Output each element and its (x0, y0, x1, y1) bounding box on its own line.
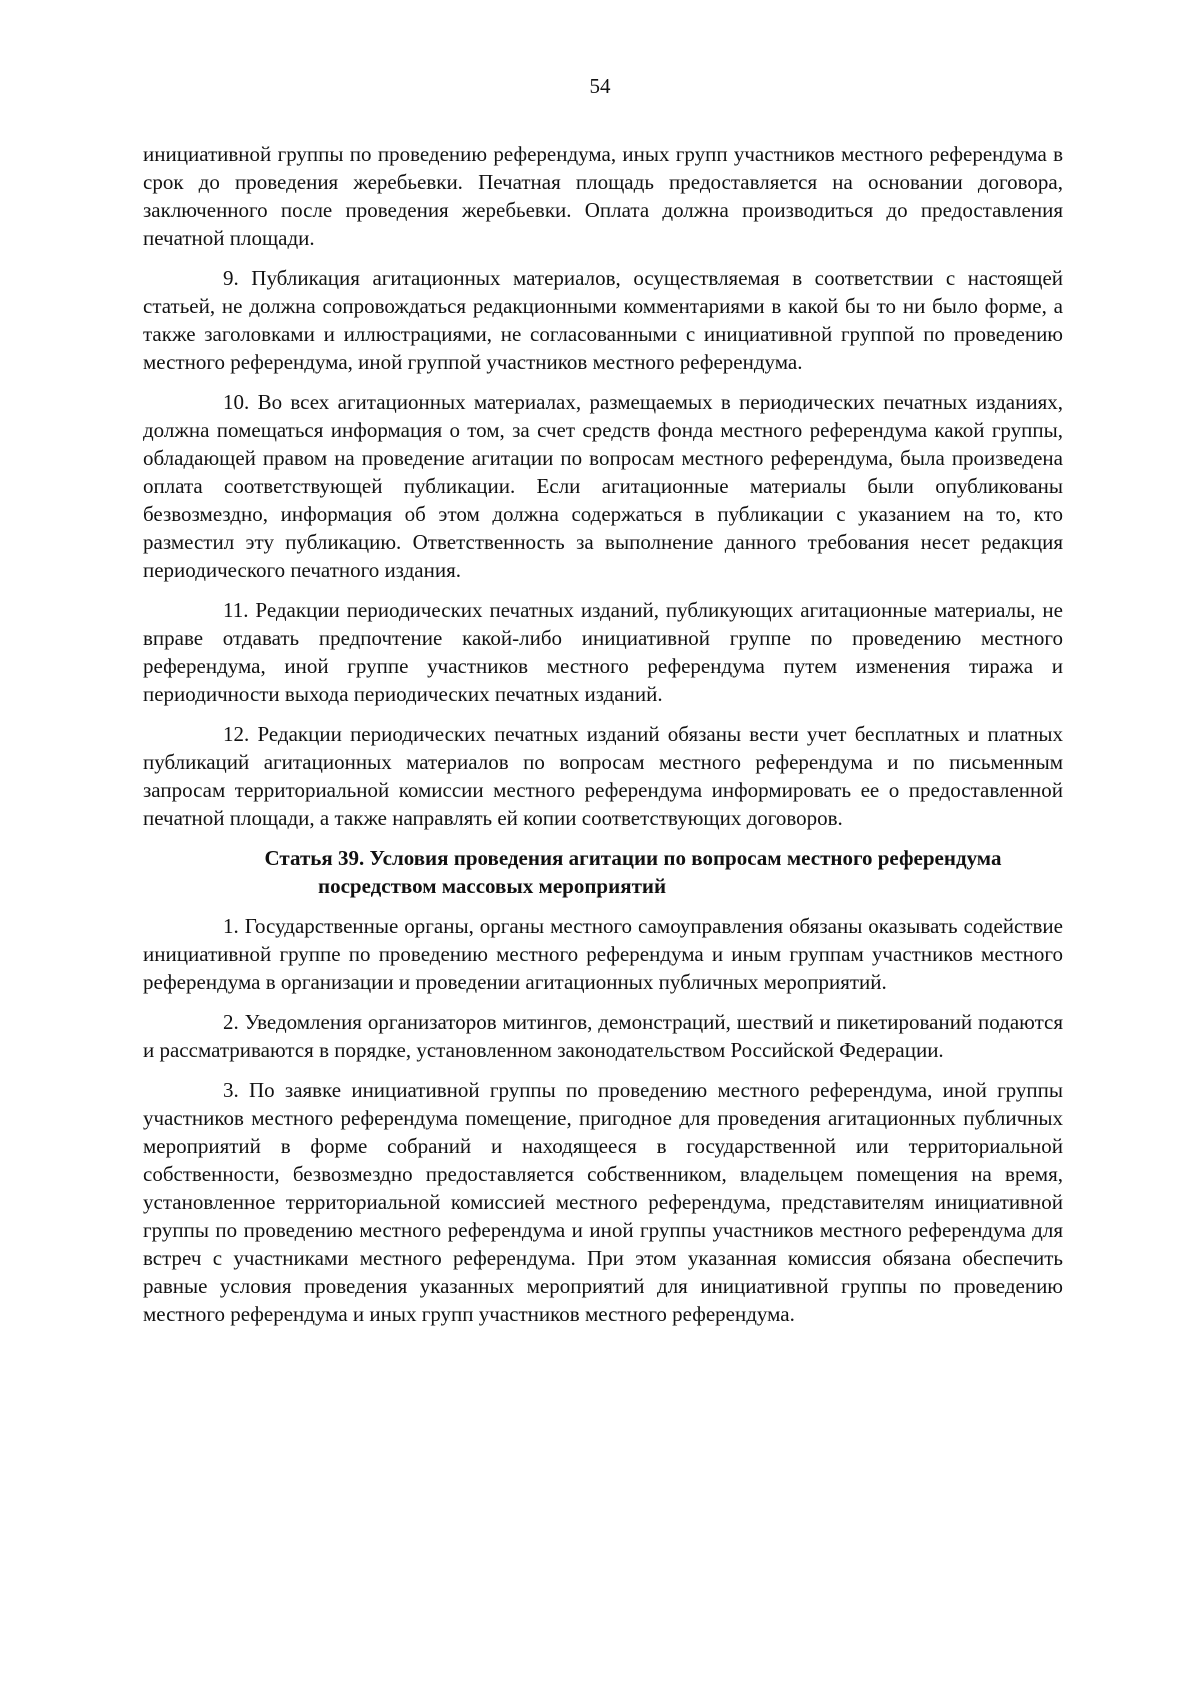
paragraph-continuation: инициативной группы по проведению референдума, иных групп участников местного референдума в срок до проведения жеребьевки. Печатная площадь предоставляется на основании договора, заключенного после проведения жеребьевки. Оплата должна производиться до предоставления печатной площади. (143, 142, 1063, 250)
article-paragraph-3: 3. По заявке инициативной группы по проведению местного референдума, иной группы участников местного референдума помещение, пригодное для проведения агитационных публичных мероприятий в форме собраний и находящееся в государственной или территориальной собственности, безвозмездно предоставляется собственником, владельцем помещения на время, установленное территориальной комиссией местного референдума, представителям инициативной группы по проведению местного референдума и иной группы участников местного референдума для встреч с участниками местного референдума. При этом указанная комиссия обязана обеспечить равные условия проведения указанных мероприятий для инициативной группы по проведению местного референдума и иных групп участников местного референдума. (143, 1078, 1063, 1326)
document-body (143, 140, 1063, 1340)
article-paragraph-1: 1. Государственные органы, органы местного самоуправления обязаны оказывать содействие инициативной группе по проведению местного референдума и иным группам участников местного референдума в организации и проведении агитационных публичных мероприятий. (143, 914, 1063, 994)
article-paragraph-2: 2. Уведомления организаторов митингов, демонстраций, шествий и пикетирований подаются и рассматриваются в порядке, установленном законодательством Российской Федерации. (143, 1010, 1063, 1062)
paragraph-9: 9. Публикация агитационных материалов, осуществляемая в соответствии с настоящей статьей, не должна сопровождаться редакционными комментариями в какой бы то ни было форме, а также заголовками и иллюстрациями, не согласованными с инициативной группой по проведению местного референдума, иной группой участников местного референдума. (143, 266, 1063, 374)
article-heading-line2: посредством массовых мероприятий (318, 874, 667, 898)
paragraph-10: 10. Во всех агитационных материалах, размещаемых в периодических печатных изданиях, должна помещаться информация о том, за счет средств фонда местного референдума какой группы, обладающей правом на проведение агитации по вопросам местного референдума, была произведена оплата соответствующей публикации. Если агитационные материалы были опубликованы безвозмездно, информация об этом должна содержаться в публикации с указанием на то, кто разместил эту публикацию. Ответственность за выполнение данного требования несет редакция периодического печатного издания. (143, 390, 1063, 582)
paragraph-11: 11. Редакции периодических печатных изданий, публикующих агитационные материалы, не вправе отдавать предпочтение какой-либо инициативной группе по проведению местного референдума, иной группе участников местного референдума путем изменения тиража и периодичности выхода периодических печатных изданий. (143, 598, 1063, 706)
page-number: 54 (589, 74, 611, 98)
article-heading-line1: Статья 39. Условия проведения агитации по вопросам местного референдума (264, 846, 1002, 870)
article-heading (143, 844, 1063, 900)
paragraph-12: 12. Редакции периодических печатных изданий обязаны вести учет бесплатных и платных публикаций агитационных материалов по вопросам местного референдума и по письменным запросам территориальной комиссии местного референдума информировать ее о предоставленной печатной площади, а также направлять ей копии соответствующих договоров. (143, 722, 1063, 830)
